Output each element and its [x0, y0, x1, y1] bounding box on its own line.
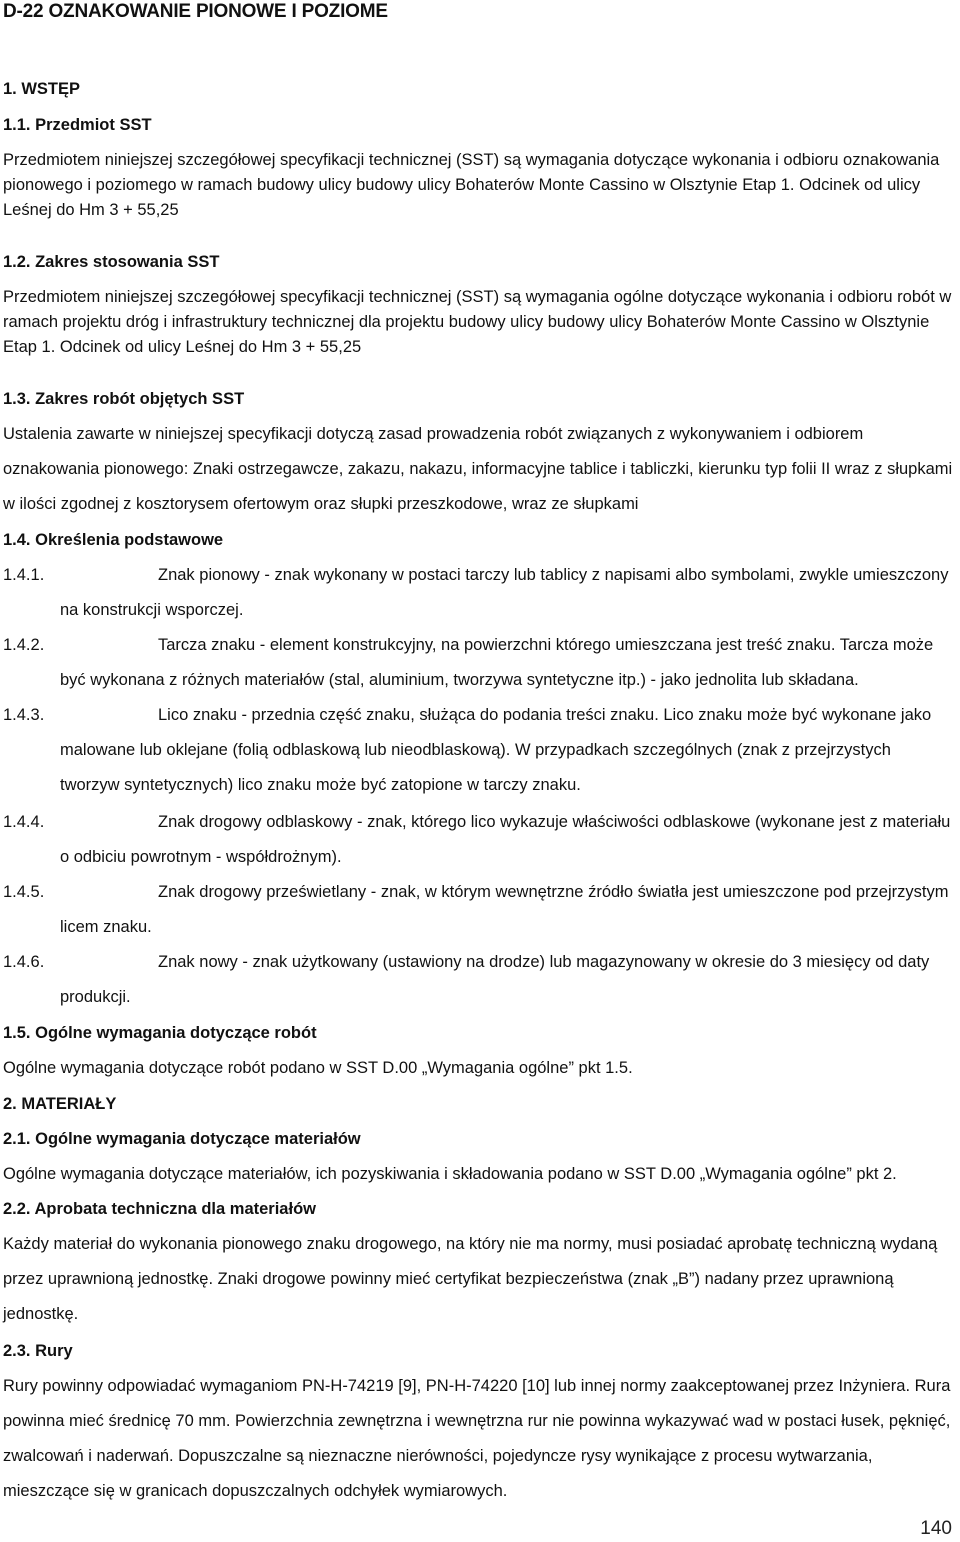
paragraph-1-1: Przedmiotem niniejszej szczegółowej specyfikacji technicznej (SST) są wymagania dotyczące wykonania i odbioru oznakowania pionowego i poziomego w ramach budowy ulicy budowy ulicy Bohaterów Monte Cassino w Olsztynie Etap 1. Odcinek od ulicy Leśnej do Hm 3 + 55,25 — [3, 151, 940, 219]
definition-text: Tarcza znaku - element konstrukcyjny, na powierzchni którego umieszczana jest treść znaku. Tarcza może być wykonana z różnych materiałów (stal, aluminium, tworzywa syntetyczne itp.) - jako jednolita lub składana. — [60, 636, 934, 689]
definition-text: Lico znaku - przednia część znaku, służąca do podania treści znaku. Lico znaku może być wykonane jako malowane lub oklejane (folią odblaskową lub nieodblaskową). W przypadkach szczególnych (znak z przejrzystych tworzyw syntetycznych) lico znaku może być zatopione w tarczy znaku. — [60, 706, 932, 794]
section-heading-1-2: 1.2. Zakres stosowania SST — [3, 253, 220, 271]
definition-number: 1.4.5. — [3, 883, 45, 901]
definition-text: Znak drogowy odblaskowy - znak, którego lico wykazuje właściwości odblaskowe (wykonane jest z materiału o odbiciu powrotnym - współdrożnym). — [60, 813, 951, 866]
definition-1-4-6 — [3, 945, 955, 1015]
definition-1-4-1 — [3, 558, 955, 628]
definition-number: 1.4.2. — [3, 636, 45, 654]
definition-number: 1.4.3. — [3, 706, 45, 724]
paragraph-1-3: Ustalenia zawarte w niniejszej specyfikacji dotyczą zasad prowadzenia robót związanych z wykonywaniem i odbiorem oznakowania pionowego: Znaki ostrzegawcze, zakazu, nakazu, informacyjne tablice i tabliczki, kierunku typ folii II wraz z słupkami w ilości zgodnej z kosztorysem ofertowym oraz słupki przeszkodowe, wraz ze słupkami — [3, 425, 953, 513]
section-heading-1-4: 1.4. Określenia podstawowe — [3, 531, 224, 549]
paragraph-1-5: Ogólne wymagania dotyczące robót podano w SST D.00 „Wymagania ogólne” pkt 1.5. — [3, 1059, 633, 1077]
paragraph-2-3: Rury powinny odpowiadać wymaganiom PN-H-74219 [9], PN-H-74220 [10] lub innej normy zaakceptowanej przez Inżyniera. Rura powinna mieć średnicę 70 mm. Powierzchnia zewnętrzna i wewnętrzna rur nie powinna wykazywać wad w postaci łusek, pęknięć, zwalcowań i naderwań. Dopuszczalne są nieznaczne nierówności, pojedyncze rysy wynikające z procesu wytwarzania, mieszczące się w granicach dopuszczalnych odchyłek wymiarowych. — [3, 1377, 951, 1500]
section-heading-1-3: 1.3. Zakres robót objętych SST — [3, 390, 245, 408]
section-heading-1: 1. WSTĘP — [3, 80, 81, 98]
paragraph-2-2: Każdy materiał do wykonania pionowego znaku drogowego, na który nie ma normy, musi posiadać aprobatę techniczną wydaną przez uprawnioną jednostkę. Znaki drogowe powinny mieć certyfikat bezpieczeństwa (znak „B”) nadany przez uprawnioną jednostkę. — [3, 1235, 938, 1323]
definition-1-4-4 — [3, 805, 955, 875]
section-heading-2-3: 2.3. Rury — [3, 1342, 73, 1360]
definition-text: Znak drogowy prześwietlany - znak, w którym wewnętrzne źródło światła jest umieszczone pod przejrzystym licem znaku. — [60, 883, 949, 936]
page-number: 140 — [920, 1518, 952, 1539]
section-heading-2-2: 2.2. Aprobata techniczna dla materiałów — [3, 1200, 316, 1218]
definition-1-4-5 — [3, 875, 955, 945]
section-heading-2: 2. MATERIAŁY — [3, 1095, 117, 1113]
definition-1-4-3 — [3, 698, 955, 803]
section-heading-1-5: 1.5. Ogólne wymagania dotyczące robót — [3, 1024, 317, 1042]
definition-text: Znak pionowy - znak wykonany w postaci tarczy lub tablicy z napisami albo symbolami, zwykle umieszczony na konstrukcji wsporczej. — [60, 566, 949, 619]
paragraph-1-2: Przedmiotem niniejszej szczegółowej specyfikacji technicznej (SST) są wymagania ogólne dotyczące wykonania i odbioru robót w ramach projektu dróg i infrastruktury technicznej dla projektu budowy ulicy budowy ulicy Bohaterów Monte Cassino w Olsztynie Etap 1. Odcinek od ulicy Leśnej do Hm 3 + 55,25 — [3, 288, 952, 356]
section-heading-1-1: 1.1. Przedmiot SST — [3, 116, 152, 134]
document-title: D-22 OZNAKOWANIE PIONOWE I POZIOME — [3, 1, 388, 22]
paragraph-2-1: Ogólne wymagania dotyczące materiałów, ich pozyskiwania i składowania podano w SST D.00 „Wymagania ogólne” pkt 2. — [3, 1165, 897, 1183]
section-heading-2-1: 2.1. Ogólne wymagania dotyczące materiałów — [3, 1130, 361, 1148]
definition-number: 1.4.6. — [3, 953, 45, 971]
definition-number: 1.4.1. — [3, 566, 45, 584]
definition-text: Znak nowy - znak użytkowany (ustawiony na drodze) lub magazynowany w okresie do 3 miesięcy od daty produkcji. — [60, 953, 930, 1006]
definition-number: 1.4.4. — [3, 813, 45, 831]
definition-1-4-2 — [3, 628, 955, 698]
